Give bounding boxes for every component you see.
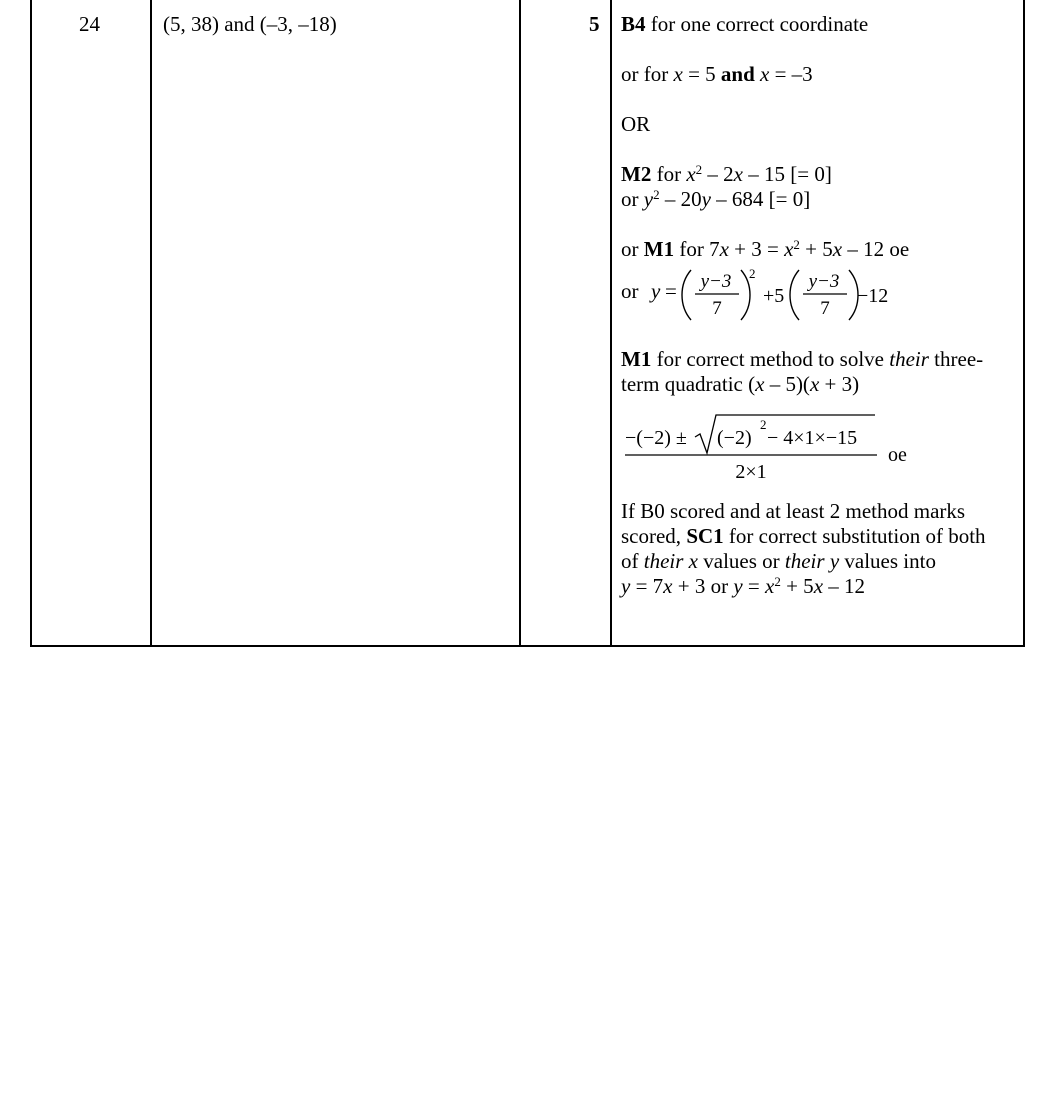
- b4-line: B4 for one correct coordinate: [621, 12, 869, 36]
- mark-code: SC1: [686, 524, 724, 548]
- m2-line-2: or $y^2 - 20y - 684$ [= 0]: [621, 187, 811, 211]
- mark-code: M1: [621, 347, 652, 371]
- mark-code: M1: [643, 237, 675, 261]
- m1-method-line-1: M1 for correct method to solve their three-: [621, 347, 984, 371]
- question-number: 24: [79, 12, 100, 36]
- sc1-line-2: scored, SC1 for correct substitution of both: [621, 524, 986, 548]
- column-divider: [150, 0, 152, 645]
- marks-cell: 5: [589, 12, 600, 36]
- or-separator: OR: [621, 112, 651, 136]
- sc1-line-3: of their x values or their y values into: [621, 549, 936, 573]
- svg-text:or: or: [621, 279, 639, 303]
- sc1-line-4: y = 7x + 3 or $y = x^2 + 5x - 12$: [621, 574, 866, 598]
- svg-text:+5: +5: [763, 285, 785, 307]
- svg-text:−(−2) ±: −(−2) ±: [625, 427, 687, 449]
- svg-text:2: 2: [760, 417, 767, 432]
- svg-text:y−3: y−3: [808, 271, 840, 292]
- svg-text:(−2): (−2): [717, 427, 752, 449]
- m1-method-line-2: term quadratic (x – 5)(x + 3): [621, 372, 860, 396]
- mark-code: M2: [621, 162, 652, 186]
- svg-text:− 4×1×−15: − 4×1×−15: [767, 427, 858, 449]
- svg-text:−12: −12: [857, 285, 889, 307]
- column-divider: [610, 0, 612, 645]
- svg-text:y: y: [651, 279, 661, 303]
- m1-substitution-line: or M1 for $7x + 3 = x^2 + 5x - 12$ oe: [621, 237, 910, 261]
- svg-text:y−3: y−3: [700, 271, 732, 292]
- m2-line-1: M2 for $x^2 - 2x - 15$ [= 0]: [621, 162, 832, 186]
- sc1-line-1: If B0 scored and at least 2 method marks: [621, 499, 966, 523]
- svg-text:=: =: [665, 279, 677, 303]
- substitution-formula: [621, 262, 921, 322]
- column-divider: [519, 0, 521, 645]
- svg-text:7: 7: [712, 298, 722, 319]
- svg-text:7: 7: [820, 298, 830, 319]
- svg-text:2: 2: [749, 266, 756, 281]
- quadratic-formula: [621, 409, 921, 487]
- b4-alt-line: or for x = 5 and x = –3: [621, 62, 813, 86]
- svg-text:oe: oe: [888, 444, 907, 466]
- answer-cell: (5, 38) and (–3, –18): [163, 12, 337, 36]
- mark-code: B4: [621, 12, 646, 36]
- additional-guidance: [621, 12, 1016, 599]
- svg-text:2×1: 2×1: [735, 461, 767, 483]
